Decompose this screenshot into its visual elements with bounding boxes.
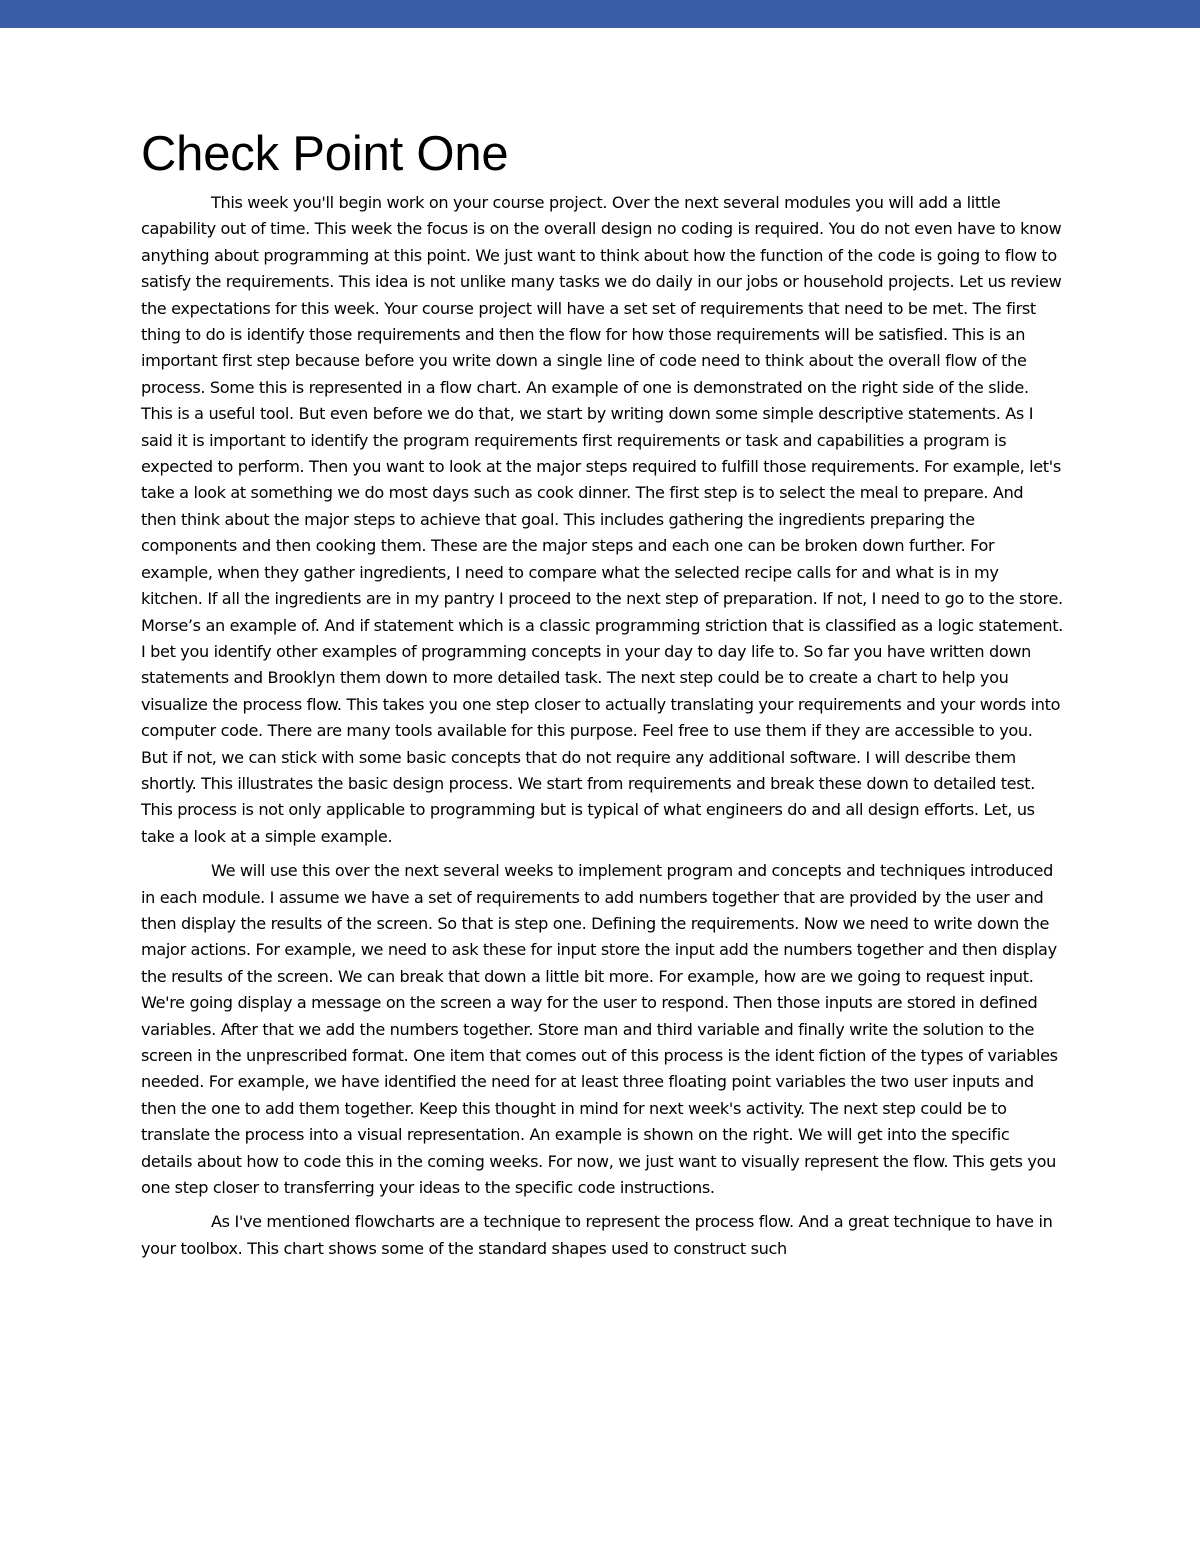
- paragraph-1: This week you'll begin work on your course project. Over the next several modules you will add a little capability out of time. This week the focus is on the overall design no coding is required. You do not even have to know anything about programming at this point. We just want to think about how the function of the code is going to flow to satisfy the requirements. This idea is not unlike many tasks we do daily in our jobs or household projects. Let us review the expectations for this week. Your course project will have a set set of requirements that need to be met. The first thing to do is identify those requirements and then the flow for how those requirements will be satisfied. This is an important first step because before you write down a single line of code need to think about the overall flow of the process. Some this is represented in a flow chart. An example of one is demonstrated on the right side of the slide. This is a useful tool. But even before we do that, we start by writing down some simple descriptive statements. As I said it is important to identify the program requirements first requirements or task and capabilities a program is expected to perform. Then you want to look at the major steps required to fulfill those requirements. For example, let's take a look at something we do most days such as cook dinner. The first step is to select the meal to prepare. And then think about the major steps to achieve that goal. This includes gathering the ingredients preparing the components and then cooking them. These are the major steps and each one can be broken down further. For example, when they gather ingredients, I need to compare what the selected recipe calls for and what is in my kitchen. If all the ingredients are in my pantry I proceed to the next step of preparation. If not, I need to go to the store. Morse’s an example of. And if statement which is a classic programming striction that is classified as a logic statement. I bet you identify other examples of programming concepts in your day to day life to. So far you have written down statements and Brooklyn them down to more detailed task. The next step could be to create a chart to help you visualize the process flow. This takes you one step closer to actually translating your requirements and your words into computer code. There are many tools available for this purpose. Feel free to use them if they are accessible to you. But if not, we can stick with some basic concepts that do not require any additional software. I will describe them shortly. This illustrates the basic design process. We start from requirements and break these down to detailed test. This process is not only applicable to programming but is typical of what engineers do and all design efforts. Let, us take a look at a simple example.: [141, 193, 1063, 846]
- header-bar: [0, 0, 1200, 28]
- paragraph-3: As I've mentioned flowcharts are a technique to represent the process flow. And a great technique to have in your toolbox. This chart shows some of the standard shapes used to construct such: [141, 1212, 1053, 1258]
- document-title: Check Point One: [141, 127, 509, 181]
- paragraph-2: We will use this over the next several weeks to implement program and concepts and techniques introduced in each module. I assume we have a set of requirements to add numbers together that are provided by the user and then display the results of the screen. So that is step one. Defining the requirements. Now we need to write down the major actions. For example, we need to ask these for input store the input add the numbers together and then display the results of the screen. We can break that down a little bit more. For example, how are we going to request input. We're going display a message on the screen a way for the user to respond. Then those inputs are stored in defined variables. After that we add the numbers together. Store man and third variable and finally write the solution to the screen in the unprescribed format. One item that comes out of this process is the ident fiction of the types of variables needed. For example, we have identified the need for at least three floating point variables the two user inputs and then the one to add them together. Keep this thought in mind for next week's activity. The next step could be to translate the process into a visual representation. An example is shown on the right. We will get into the specific details about how to code this in the coming weeks. For now, we just want to visually represent the flow. This gets you one step closer to transferring your ideas to the specific code instructions.: [141, 861, 1058, 1198]
- document-page: [141, 122, 1063, 1270]
